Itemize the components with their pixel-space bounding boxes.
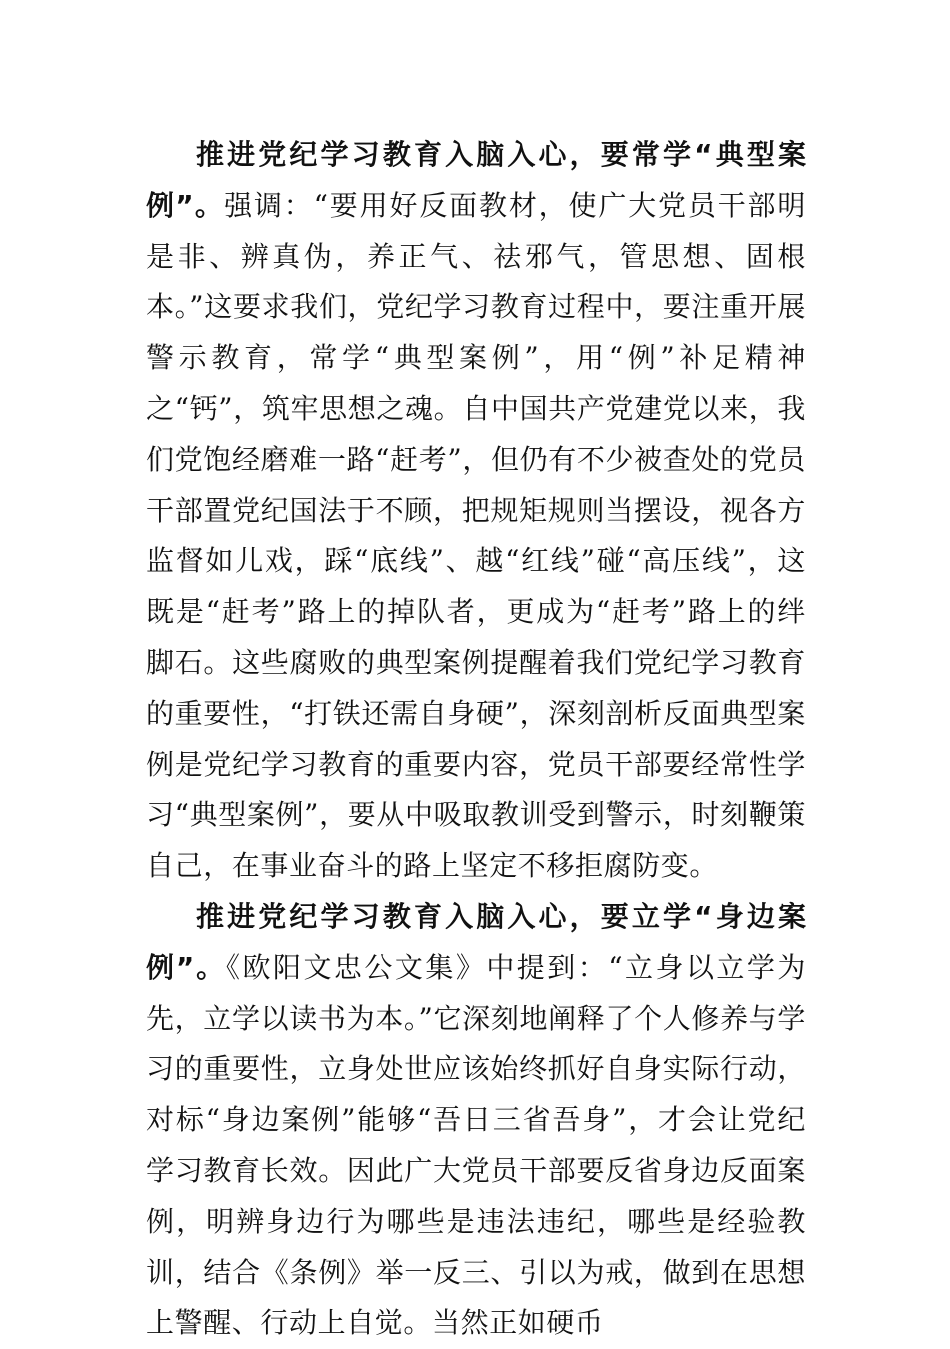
- paragraph-text-typical-cases: 强调：“要用好反面教材，使广大党员干部明是非、辨真伪，养正气、祛邪气，管思想、固根本。”这要求我们，党纪学习教育过程中，要注重开展警示教育，常学“典型案例”，用“例”补足精神之“钙”，筑牢思想之魂。自中国共产党建党以来，我们党饱经磨难一路“赶考”，但仍有不少被查处的党员干部置党纪国法于不顾，把规矩规则当摆设，视各方监督如儿戏，踩“底线”、越“红线”碰“高压线”，这既是“赶考”路上的掉队者，更成为“赶考”路上的绊脚石。这些腐败的典型案例提醒着我们党纪学习教育的重要性，“打铁还需自身硬”，深刻剖析反面典型案例是党纪学习教育的重要内容，党员干部要经常性学习“典型案例”，要从中吸取教训受到警示，时刻鞭策自己，在事业奋斗的路上坚定不移拒腐防变。: [146, 188, 806, 883]
- paragraph-heading-nearby-cases: 推进党纪学习教育入脑入心，要立学“身边案例”。: [146, 899, 806, 984]
- paragraph-text-nearby-cases: 《欧阳文忠公文集》中提到：“立身以立学为先，立学以读书为本。”它深刻地阐释了个人修养与学习的重要性，立身处世应该始终抓好自身实际行动，对标“身边案例”能够“吾日三省吾身”，才会让党纪学习教育长效。因此广大党员干部要反省身边反面案例，明辨身边行为哪些是违法违纪，哪些是经验教训，结合《条例》举一反三、引以为戒，做到在思想上警醒、行动上自觉。当然正如硬币: [146, 950, 806, 1340]
- paragraph-typical-cases: [146, 130, 806, 892]
- paragraph-nearby-cases: [146, 892, 806, 1349]
- paragraph-heading-typical-cases: 推进党纪学习教育入脑入心，要常学“典型案例”。: [146, 138, 806, 222]
- document-body: [146, 130, 806, 1349]
